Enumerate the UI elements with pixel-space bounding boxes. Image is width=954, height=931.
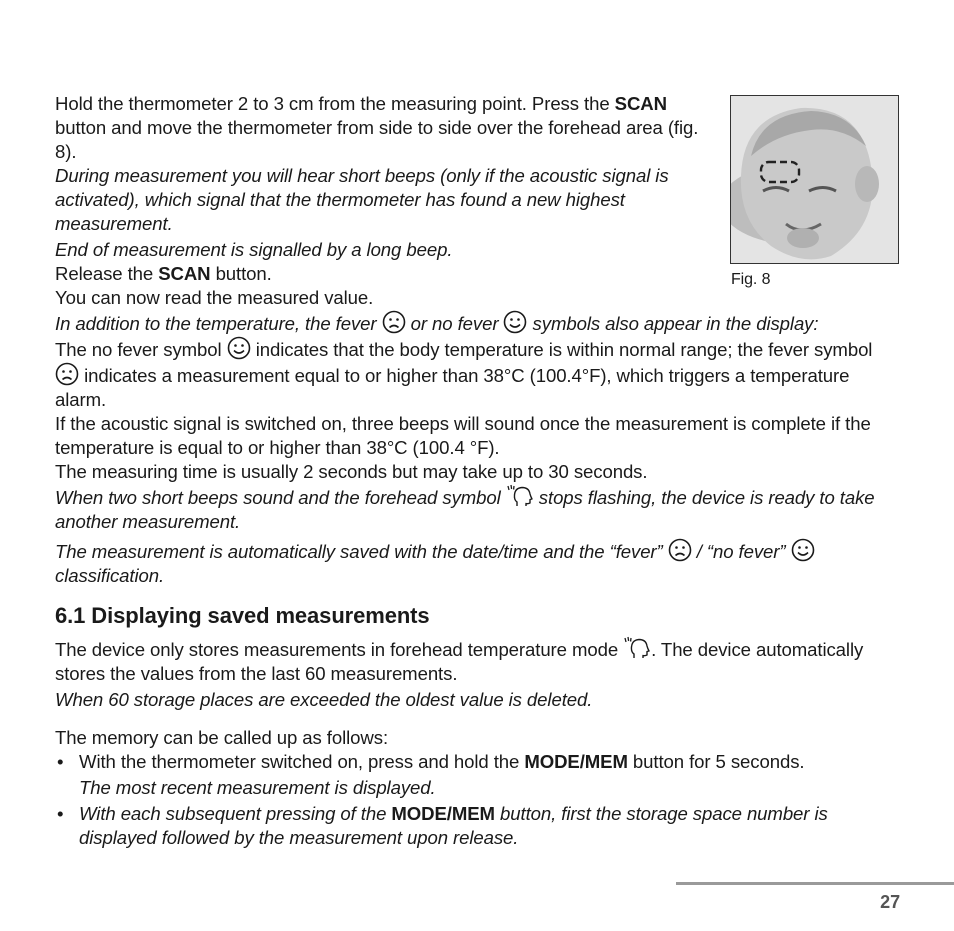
no-fever-paragraph: The no fever symbol indicates that the body temperature is within normal range; the fever symbol indicates a measurement equal to or higher than 38°C (100.4°F), which triggers a temperature alarm. [55,336,895,412]
intro-paragraph-2: During measurement you will hear short beeps (only if the acoustic signal is activated), which signal that the thermometer has found a new highest measurement. [55,165,669,234]
intro-paragraph-5: You can now read the measured value. [55,287,374,308]
bullet-dot: • [57,751,64,772]
baby-photo [730,95,899,264]
footer-rule [676,882,954,885]
list-item: • With each subsequent pressing of the MODE/MEM button, first the storage space number is displayed followed by the measurement upon release. [57,803,828,848]
intro-paragraph-4: Release the SCAN button. [55,263,272,284]
measuring-time-paragraph: The measuring time is usually 2 seconds but may take up to 30 seconds. [55,461,648,482]
memory-steps-list [55,750,895,850]
forehead-head-icon [506,484,534,508]
sad-face-icon [382,310,406,334]
mode-mem-label: MODE/MEM [391,803,495,824]
intro-paragraph-1: Hold the thermometer 2 to 3 cm from the measuring point. Press the SCAN button and move the thermometer from side to side over the forehead area (fig. 8). [55,93,699,162]
section-paragraph-2: When 60 storage places are exceeded the oldest value is deleted. [55,689,593,710]
forehead-head-icon [623,636,651,660]
section-heading: 6.1 Displaying saved measurements [55,603,430,628]
figure-caption: Fig. 8 [731,271,771,288]
symbols-paragraph: In addition to the temperature, the fever or no fever symbols also appear in the display: [55,310,895,336]
mode-mem-label: MODE/MEM [524,751,628,772]
section-paragraph-1: The device only stores measurements in forehead temperature mode . The device automatically stores the values from the last 60 measurements. [55,636,895,686]
saved-paragraph: The measurement is automatically saved with the date/time and the “fever” / “no fever” classification. [55,538,895,588]
list-item: • With the thermometer switched on, press and hold the MODE/MEM button for 5 seconds. The most recent measurement is displayed. [57,751,805,798]
section-paragraph-3: The memory can be called up as follows: [55,727,389,748]
sad-face-icon [55,362,79,386]
sad-face-icon [668,538,692,562]
smiley-face-icon [791,538,815,562]
intro-paragraph-3: End of measurement is signalled by a long beep. [55,239,453,260]
bullet-dot: • [57,803,64,824]
baby-forehead-illustration [731,96,898,263]
scan-label: SCAN [614,93,667,114]
page-number: 27 [880,892,900,912]
acoustic-paragraph: If the acoustic signal is switched on, three beeps will sound once the measurement is complete if the temperature is equal to or higher than 38°C (100.4 °F). [55,413,871,458]
smiley-face-icon [227,336,251,360]
smiley-face-icon [503,310,527,334]
forehead-symbol-paragraph: When two short beeps sound and the forehead symbol stops flashing, the device is ready to take another measurement. [55,484,895,534]
